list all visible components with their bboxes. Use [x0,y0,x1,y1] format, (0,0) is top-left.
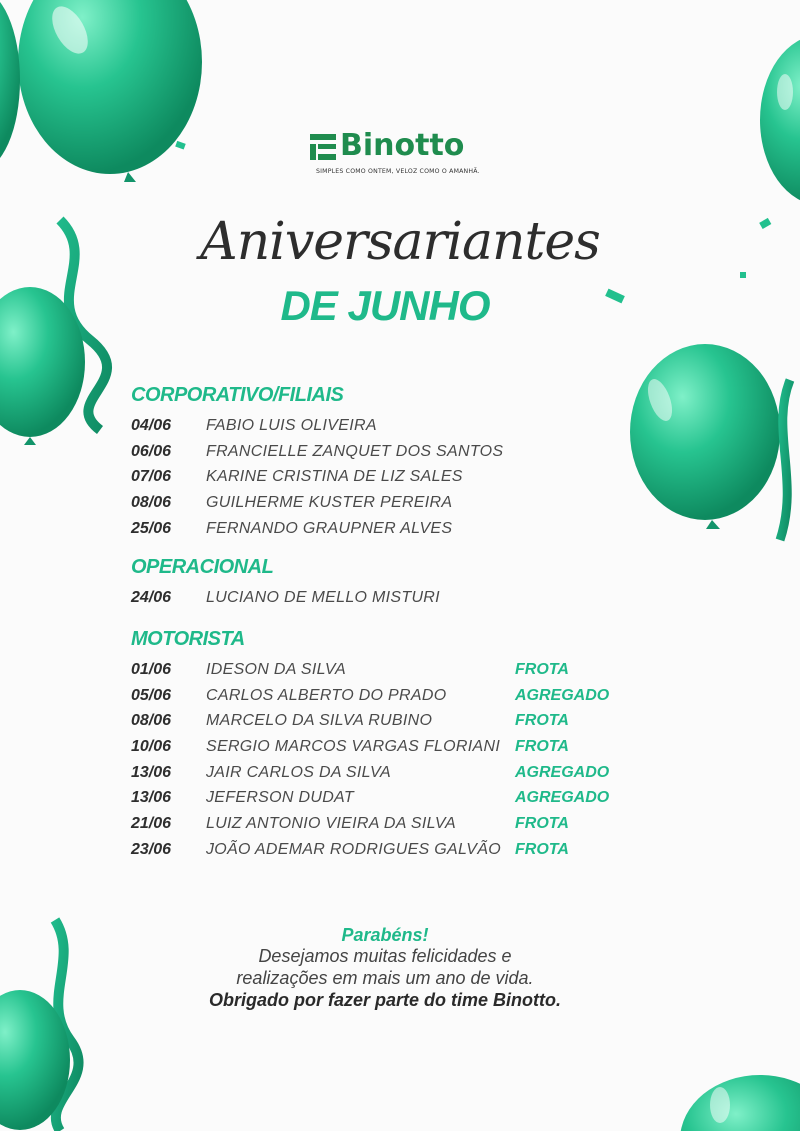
employee-type: FROTA [515,738,569,755]
balloon-top-left [0,0,202,182]
employee-name: JOÃO ADEMAR RODRIGUES GALVÃO [206,841,501,858]
birthday-date: 13/06 [131,764,172,781]
section-title-motorista: MOTORISTA [131,628,245,650]
employee-name: LUCIANO DE MELLO MISTURI [206,589,440,606]
congrats-heading: Parabéns! [341,925,429,945]
employee-name: LUIZ ANTONIO VIEIRA DA SILVA [206,815,456,832]
employee-name: FERNANDO GRAUPNER ALVES [206,520,453,537]
balloon-bottom-right [680,1075,800,1131]
employee-type: FROTA [515,661,569,678]
logo-mark-icon [310,132,340,162]
message-line-2: realizações em mais um ano de vida. [236,968,534,988]
birthday-date: 01/06 [131,661,172,678]
logo-text: Binotto [340,128,465,163]
employee-name: MARCELO DA SILVA RUBINO [206,712,433,729]
page-title: Aniversariantes [200,212,600,272]
birthday-date: 08/06 [131,494,172,511]
employee-name: FABIO LUIS OLIVEIRA [206,417,377,434]
birthday-date: 08/06 [131,712,172,729]
employee-name: IDESON DA SILVA [206,661,346,678]
employee-name: JEFERSON DUDAT [206,789,354,806]
employee-name: JAIR CARLOS DA SILVA [206,764,392,781]
logo-tagline: SIMPLES COMO ONTEM, VELOZ COMO O AMANHÃ. [316,168,480,175]
employee-name: GUILHERME KUSTER PEREIRA [206,494,453,511]
employee-type: FROTA [515,815,569,832]
employee-type: FROTA [515,841,569,858]
birthday-date: 05/06 [131,687,172,704]
birthday-date: 06/06 [131,443,172,460]
birthday-date: 13/06 [131,789,172,806]
birthday-date: 23/06 [131,841,172,858]
employee-type: AGREGADO [515,764,610,781]
employee-name: KARINE CRISTINA DE LIZ SALES [206,468,463,485]
message-line-3: Obrigado por fazer parte do time Binotto. [208,990,561,1010]
employee-name: SERGIO MARCOS VARGAS FLORIANI [206,738,501,755]
employee-name: CARLOS ALBERTO DO PRADO [206,687,447,704]
birthday-date: 25/06 [131,520,172,537]
birthday-date: 07/06 [131,468,172,485]
balloon-top-right [760,35,800,205]
birthday-date: 10/06 [131,738,172,755]
employee-type: AGREGADO [515,789,610,806]
page-subtitle: DE JUNHO [280,282,490,329]
birthday-date: 21/06 [131,815,172,832]
birthday-date: 04/06 [131,417,172,434]
birthday-date: 24/06 [131,589,172,606]
section-title-operacional: OPERACIONAL [131,556,274,578]
employee-type: AGREGADO [515,687,610,704]
balloon-right-middle [630,344,790,540]
employee-type: FROTA [515,712,569,729]
message-line-1: Desejamos muitas felicidades e [258,946,512,966]
binotto-logo [310,128,480,180]
employee-name: FRANCIELLE ZANQUET DOS SANTOS [206,443,504,460]
section-title-corporativo: CORPORATIVO/FILIAIS [131,384,344,406]
